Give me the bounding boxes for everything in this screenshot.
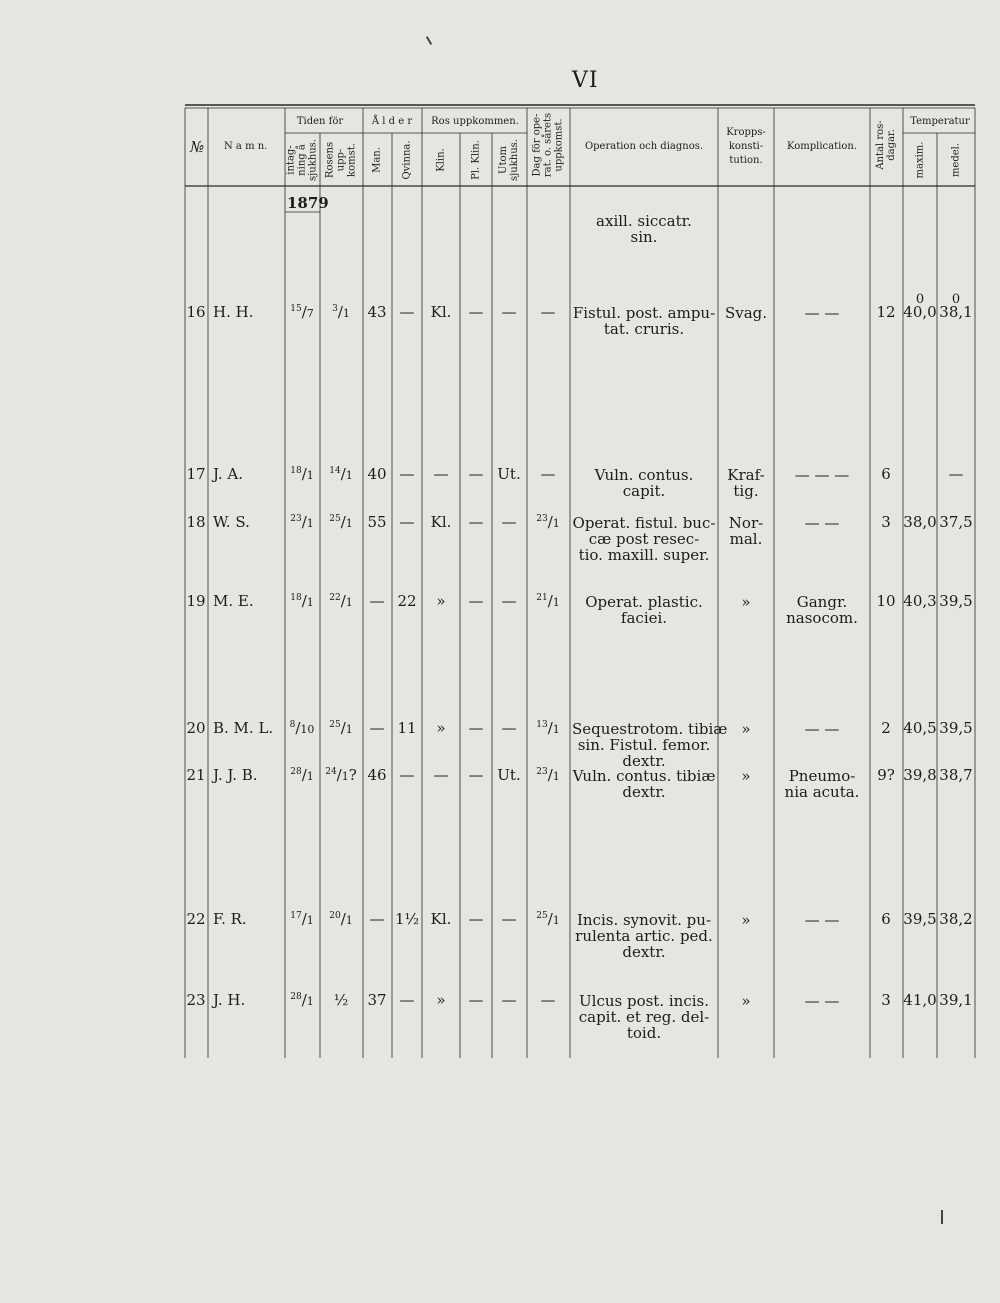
row-utom-sjukhus: — (501, 592, 517, 610)
row-operation: dextr. (622, 752, 666, 770)
row-intagning: $^{28}$/1 (290, 991, 314, 1009)
header-komplication: Komplication. (787, 141, 857, 152)
row-intagning: $^{15}$/7 (290, 303, 314, 321)
row-qvinna: 1½ (394, 910, 420, 928)
row-operation: dextr. (622, 943, 666, 961)
row-komplication: nasocom. (786, 609, 858, 627)
header-alder: Å l d e r (371, 116, 413, 127)
row-utom-sjukhus: Ut. (497, 465, 521, 483)
row-komplication: — — (804, 911, 840, 929)
header-number: № (190, 138, 205, 156)
row-operation: faciei. (620, 609, 668, 627)
header-qvinna: Qvinna. (401, 140, 413, 180)
row-dag-for-operat: — (540, 991, 556, 1009)
row-name: W. S. (213, 513, 250, 531)
row-utom-sjukhus: — (501, 910, 517, 928)
row-qvinna: — (399, 303, 415, 321)
header-rosens-uppkomst: Rosens upp- komst. (324, 141, 358, 179)
row-maxim: 39,5 (903, 910, 937, 928)
row-pl-klin: — (468, 991, 484, 1009)
row-rosens-uppkomst: $^{24}$/1? (325, 766, 357, 784)
header-antal-rosdagar: Antal ros- dagar. (875, 120, 897, 170)
row-maxim: 40,3 (903, 592, 937, 610)
row-qvinna: — (399, 766, 415, 784)
row-medel: 39,1 (939, 991, 973, 1009)
row-qvinna: — (399, 465, 415, 483)
row-komplication: — — (804, 304, 840, 322)
row-rosens-uppkomst: ½ (333, 991, 349, 1009)
row-operation: cæ post resec- (588, 530, 700, 548)
row-operation: capit. (622, 482, 666, 500)
carry-over-operation: sin. (630, 228, 658, 246)
row-name: H. H. (213, 303, 254, 321)
row-qvinna: — (399, 513, 415, 531)
row-klin: » (436, 592, 446, 610)
row-kropps: Kraf- (727, 466, 765, 484)
row-komplication: — — (804, 514, 840, 532)
row-operation: Sequestrotom. tibiæ (572, 720, 728, 738)
row-name: B. M. L. (213, 719, 274, 737)
header-man: Man. (371, 147, 383, 173)
header-utom-sjukhus: Utom sjukhus. (498, 139, 520, 181)
header-klin: Klin. (435, 148, 447, 172)
row-kropps: Nor- (728, 514, 764, 532)
row-komplication: nia acuta. (784, 783, 860, 801)
row-man: 43 (367, 303, 387, 321)
header-pl-klin: Pl. Klin. (470, 140, 482, 180)
row-operation: rulenta artic. ped. (575, 927, 713, 945)
row-operation: Ulcus post. incis. (579, 992, 709, 1010)
row-operation: Operat. plastic. (585, 593, 703, 611)
row-kropps: » (741, 720, 751, 738)
row-dag-for-operat: — (540, 465, 556, 483)
row-number: 20 (186, 719, 206, 737)
row-dag-for-operat: $^{23}$/1 (536, 513, 560, 531)
row-number: 16 (186, 303, 206, 321)
row-antal-rosdagar: 2 (881, 719, 891, 737)
row-antal-rosdagar: 12 (876, 303, 896, 321)
stray-mark (941, 1210, 943, 1224)
row-rosens-uppkomst: $^{22}$/1 (329, 592, 353, 610)
header-kropps: tution. (729, 155, 763, 166)
row-kropps: » (741, 767, 751, 785)
row-pl-klin: — (468, 766, 484, 784)
header-maxim: maxim. (914, 141, 926, 179)
row-operation: Incis. synovit. pu- (576, 911, 712, 929)
header-tiden-for: Tiden för (296, 116, 344, 127)
header-ros-uppkommen: Ros uppkommen. (431, 116, 519, 127)
row-maxim: 40,0 (903, 303, 937, 321)
row-kropps: » (741, 992, 751, 1010)
header-dag-for-operat: Dag för ope- rat. o. sårets uppkomst. (531, 112, 565, 178)
row-dag-for-operat: $^{13}$/1 (536, 719, 560, 737)
row-operation: capit. et reg. del- (578, 1008, 710, 1026)
row-komplication: — — (804, 720, 840, 738)
row-operation: tio. maxill. super. (578, 546, 710, 564)
row-pl-klin: — (468, 592, 484, 610)
year: 1879 (287, 194, 329, 212)
row-medel: 38,2 (939, 910, 973, 928)
row-qvinna: — (399, 991, 415, 1009)
row-klin: » (436, 719, 446, 737)
row-utom-sjukhus: — (501, 513, 517, 531)
row-pl-klin: — (468, 465, 484, 483)
row-klin: Kl. (430, 910, 452, 928)
row-komplication: — — (804, 992, 840, 1010)
row-rosens-uppkomst: $^3$/1 (332, 303, 350, 321)
row-qvinna: 22 (397, 592, 417, 610)
carry-over-operation: axill. siccatr. (596, 212, 692, 230)
row-medel: 37,5 (939, 513, 973, 531)
row-kropps: Svag. (724, 304, 768, 322)
row-dag-for-operat: $^{23}$/1 (536, 766, 560, 784)
row-name: F. R. (213, 910, 247, 928)
row-klin: Kl. (430, 303, 452, 321)
row-kropps: » (741, 911, 751, 929)
row-utom-sjukhus: — (501, 719, 517, 737)
row-rosens-uppkomst: $^{14}$/1 (329, 465, 353, 483)
row-klin: Kl. (430, 513, 452, 531)
row-intagning: $^{18}$/1 (290, 465, 314, 483)
row-rosens-uppkomst: $^{25}$/1 (329, 513, 353, 531)
row-medel: 39,5 (939, 719, 973, 737)
row-intagning: $^{17}$/1 (290, 910, 314, 928)
row-pl-klin: — (468, 303, 484, 321)
row-maxim: 39,8 (903, 766, 937, 784)
header-kropps: Kropps- (726, 127, 766, 138)
row-utom-sjukhus: Ut. (497, 766, 521, 784)
row-antal-rosdagar: 9? (877, 766, 895, 784)
row-qvinna: 11 (397, 719, 417, 737)
row-komplication: Gangr. (796, 593, 848, 611)
row-antal-rosdagar: 3 (881, 991, 891, 1009)
row-antal-rosdagar: 10 (876, 592, 896, 610)
row-operation: tat. cruris. (603, 320, 685, 338)
row-maxim: 41,0 (903, 991, 937, 1009)
row-komplication: — — — (794, 466, 850, 484)
row-medel-degree: 0 (951, 292, 961, 307)
row-number: 19 (186, 592, 206, 610)
row-kropps: tig. (733, 482, 759, 500)
row-operation: Operat. fistul. buc- (572, 514, 716, 532)
row-intagning: $^{23}$/1 (290, 513, 314, 531)
row-man: 40 (367, 465, 387, 483)
row-operation: sin. Fistul. femor. (577, 736, 711, 754)
row-man: — (369, 592, 385, 610)
row-pl-klin: — (468, 719, 484, 737)
row-medel: 38,7 (939, 766, 973, 784)
row-name: M. E. (213, 592, 254, 610)
row-klin: — (433, 465, 449, 483)
header-medel: medel. (950, 142, 962, 178)
row-medel: 39,5 (939, 592, 973, 610)
row-name: J. A. (213, 465, 243, 483)
header-intagning: intag- ning å sjukhus. (285, 139, 319, 181)
header-temperatur: Temperatur (910, 116, 970, 127)
row-pl-klin: — (468, 910, 484, 928)
row-maxim-degree: 0 (915, 292, 925, 307)
row-utom-sjukhus: — (501, 991, 517, 1009)
row-medel: 38,1 (939, 303, 973, 321)
row-komplication: Pneumo- (788, 767, 856, 785)
row-antal-rosdagar: 3 (881, 513, 891, 531)
page-number: VI (572, 68, 599, 93)
row-dag-for-operat: $^{21}$/1 (536, 592, 560, 610)
row-antal-rosdagar: 6 (881, 910, 891, 928)
row-pl-klin: — (468, 513, 484, 531)
row-number: 17 (186, 465, 206, 483)
row-intagning: $^{28}$/1 (290, 766, 314, 784)
row-number: 23 (186, 991, 206, 1009)
row-antal-rosdagar: 6 (881, 465, 891, 483)
row-intagning: $^{18}$/1 (290, 592, 314, 610)
row-operation: Vuln. contus. (594, 466, 694, 484)
row-man: 37 (367, 991, 387, 1009)
row-klin: — (433, 766, 449, 784)
row-intagning: $^8$/10 (289, 719, 315, 737)
row-maxim: 38,0 (903, 513, 937, 531)
row-kropps: » (741, 593, 751, 611)
row-kropps: mal. (729, 530, 763, 548)
row-man: 55 (367, 513, 387, 531)
header-operation: Operation och diagnos. (584, 141, 704, 152)
row-medel: — (948, 465, 964, 483)
row-name: J. J. B. (213, 766, 258, 784)
row-utom-sjukhus: — (501, 303, 517, 321)
row-rosens-uppkomst: $^{25}$/1 (329, 719, 353, 737)
row-rosens-uppkomst: $^{20}$/1 (329, 910, 353, 928)
row-number: 22 (186, 910, 206, 928)
row-man: 46 (367, 766, 387, 784)
header-kropps: konsti- (728, 141, 764, 152)
row-man: — (369, 719, 385, 737)
header-name: N a m n. (224, 141, 268, 152)
row-number: 18 (186, 513, 206, 531)
row-dag-for-operat: — (540, 303, 556, 321)
row-maxim: 40,5 (903, 719, 937, 737)
row-operation: dextr. (622, 783, 666, 801)
row-number: 21 (186, 766, 206, 784)
row-operation: Fistul. post. ampu- (572, 304, 716, 322)
row-operation: toid. (626, 1024, 662, 1042)
row-operation: Vuln. contus. tibiæ (572, 767, 716, 785)
row-name: J. H. (213, 991, 246, 1009)
row-dag-for-operat: $^{25}$/1 (536, 910, 560, 928)
row-man: — (369, 910, 385, 928)
row-klin: » (436, 991, 446, 1009)
